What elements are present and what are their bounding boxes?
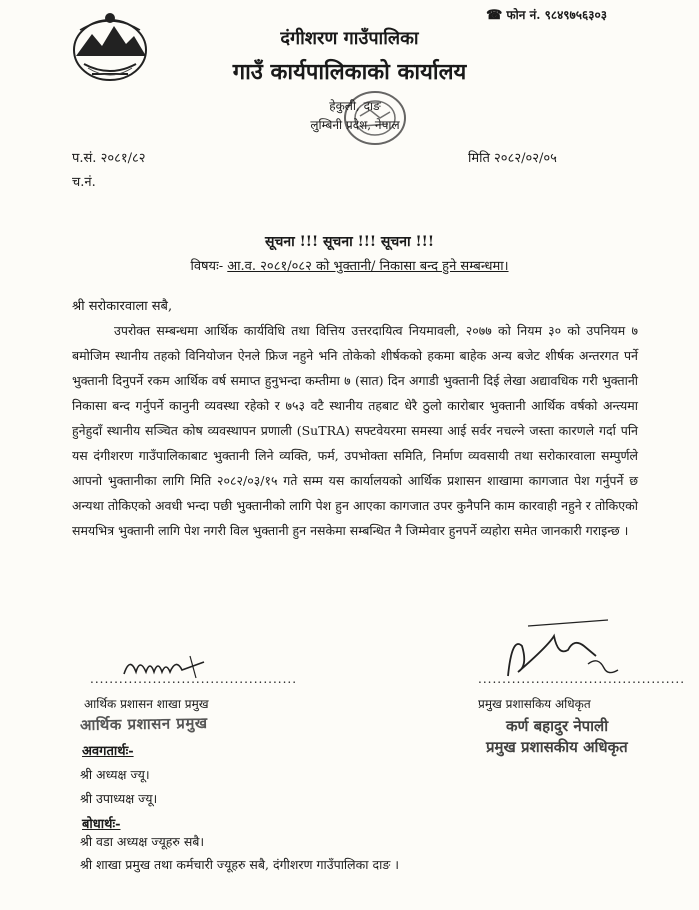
address-line-2: लुम्बिनी प्रदेश, नेपाल xyxy=(310,118,400,132)
for-action-heading: अवगतार्थः- xyxy=(82,744,134,759)
subject-line xyxy=(0,256,699,274)
office-title: गाउँ कार्यपालिकाको कार्यालय xyxy=(232,59,467,85)
right-signatory-title: प्रमुख प्रशासकिय अधिकृत xyxy=(478,697,591,711)
salutation: श्री सरोकारवाला सबै, xyxy=(72,299,173,314)
for-info-heading: बोधार्थः- xyxy=(82,817,121,832)
phone-number xyxy=(486,6,607,23)
list-item: श्री अध्यक्ष ज्यू। xyxy=(80,767,150,782)
list-item: श्री वडा अध्यक्ष ज्यूहरु सबै। xyxy=(80,834,205,849)
dispatch-number: च.नं. xyxy=(72,175,96,190)
reference-number: प.सं. २०८१/८२ xyxy=(72,151,146,166)
right-signature-line: ........................................... xyxy=(478,672,686,686)
list-item: श्री शाखा प्रमुख तथा कर्मचारी ज्यूहरु सबै, दंगीशरण गाउँपालिका दाङ । xyxy=(80,857,400,872)
address-line-1: हेकुली, दाङ xyxy=(329,99,381,113)
left-signature-line: ........................................... xyxy=(90,672,298,686)
office-name: दंगीशरण गाउँपालिका xyxy=(280,28,419,49)
list-item: श्री उपाध्यक्ष ज्यू। xyxy=(80,791,158,806)
letter-date: मिति २०८२/०२/०५ xyxy=(468,151,557,166)
subject-text: आ.व. २०८१/०८२ को भुक्तानी/ निकासा बन्द हुने सम्बन्धमा। xyxy=(227,259,509,274)
subject-label: विषयः- xyxy=(190,259,224,274)
left-signatory-title: आर्थिक प्रशासन शाखा प्रमुख xyxy=(84,697,209,711)
telephone-icon: ☎ xyxy=(486,8,503,23)
right-stamp-title: प्रमुख प्रशासकीय अधिकृत xyxy=(486,738,628,756)
left-designation-stamp: आर्थिक प्रशासन प्रमुख xyxy=(79,713,208,735)
body-paragraph: उपरोक्त सम्बन्धमा आर्थिक कार्यविधि तथा वित्तिय उत्तरदायित्व नियमावली, २०७७ को नियम ३० को उपनियम ७ बमोजिम स्थानीय तहको विनियोजन ऐनले फ्रिज नहुने भनि तोकेको शीर्षकको हकमा बाहेक अन्य बजेट शीर्षक अन्तरगत पर्ने भुक्तानी दिनुपर्ने रकम आर्थिक वर्ष समाप्त हुनुभन्दा कम्तीमा ७ (सात) दिन अगाडी भुक्तानी दिई लेखा अद्यावधिक गरी भुक्तानी निकासा बन्द गर्नुपर्ने कानुनी व्यवस्था रहेको र ७५३ वटै स्थानीय तहबाट धेरै ठुलो कारोबार भुक्तानी आर्थिक वर्षको अन्त्यमा हुनेहुदाँ स्थानीय सञ्चित कोष व्यवस्थापन प्रणाली (SuTRA) सफ्टवेयरमा समस्या आई सर्वर नचल्ने जस्ता कारणले गर्दा पनि यस दंगीशरण गाउँपालिकाबाट भुक्तानी लिने व्यक्ति, फर्म, उपभोक्ता समिति, निर्माण व्यवसायी तथा सरोकारवाला सम्पुर्णले आपनो भुक्तानीका लागि मिति २०८२/०३/१५ गते सम्म यस कार्यालयको आर्थिक प्रशासन शाखामा कागजात पेश गर्नुपर्ने छ अन्यथा तोकिएको अवधी भन्दा पछी भुक्तानीको लागि पेश हुन आएका कागजात उपर कुनैपनि काम कारवाही नहुने र तोकिएको समयभित्र भुक्तानी लागि पेश नगरी विल भुक्तानी हुन नसकेमा सम्बन्धित नै जिम्मेवार हुनपर्ने व्यहोरा समेत जानकारी गराइन्छ । xyxy=(72,323,638,538)
phone-text: फोन नं. ९८४९७५६३०३ xyxy=(506,8,607,22)
notice-heading: सूचना !!! सूचना !!! सूचना !!! xyxy=(265,234,434,250)
right-stamp-name: कर्ण बहादुर नेपाली xyxy=(506,717,609,735)
